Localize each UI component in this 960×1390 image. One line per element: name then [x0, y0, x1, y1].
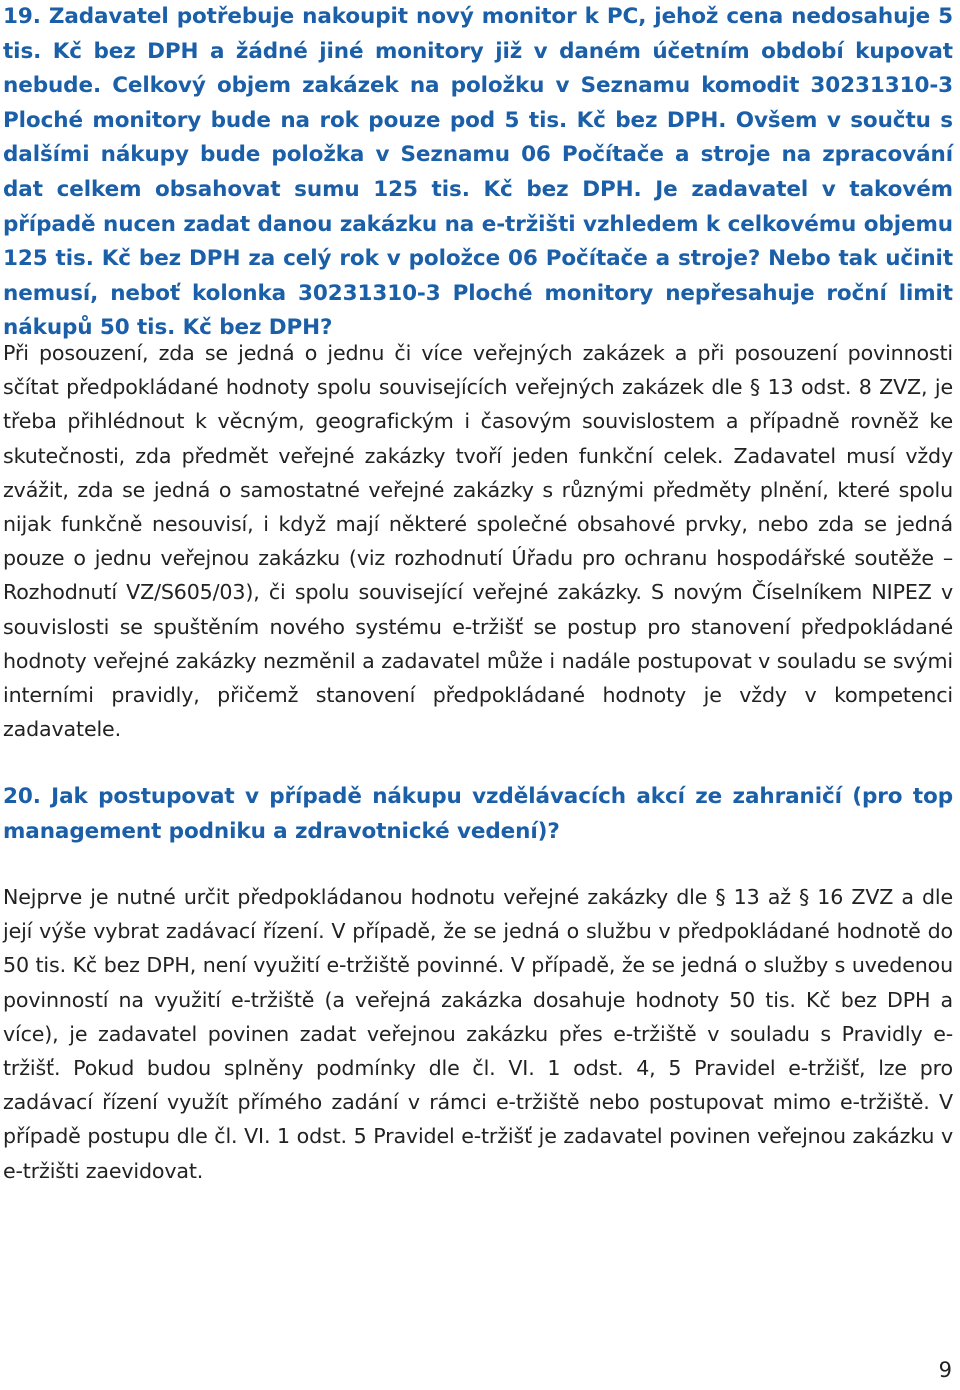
question-20-heading: 20. Jak postupovat v případě nákupu vzdělávacích akcí ze zahraničí (pro top management podniku a zdravotnické vedení)? — [3, 784, 953, 844]
answer-20-paragraph: Nejprve je nutné určit předpokládanou hodnotu veřejné zakázky dle § 13 až § 16 ZVZ a dle její výše vybrat zadávací řízení. V případě, že se jedná o službu v předpokládané hodnotě do 50 tis. Kč bez DPH, není využití e-tržiště povinné. V případě, že se jedná o služby s uvedenou povinností na využití e-tržiště (a veřejná zakázka dosahuje hodnoty 50 tis. Kč bez DPH a více), je zadavatel povinen zadat veřejnou zakázku přes e-tržiště v souladu s Pravidly e-tržišť. Pokud budou splněny podmínky dle čl. VI. 1 odst. 4, 5 Pravidel e-tržišť, lze pro zadávací řízení využít přímého zadání v rámci e-tržiště nebo postupovat mimo e-tržiště. V případě postupu dle čl. VI. 1 odst. 5 Pravidel e-tržišť je zadavatel povinen veřejnou zakázku v e-tržišti zaevidovat. — [3, 885, 953, 1183]
answer-19-paragraph: Při posouzení, zda se jedná o jednu či více veřejných zakázek a při posouzení povinnosti sčítat předpokládané hodnoty spolu souvisejících veřejných zakázek dle § 13 odst. 8 ZVZ, je třeba přihlédnout k věcným, geografickým i časovým souvislostem a případně rovněž ke skutečnosti, zda předmět veřejné zakázky tvoří jeden funkční celek. Zadavatel musí vždy zvážit, zda se jedná o samostatné veřejné zakázky s různými předměty plnění, které spolu nijak funkčně nesouvisí, i když mají některé společné obsahové prvky, nebo zda se jedná pouze o jednu veřejnou zakázku (viz rozhodnutí Úřadu pro ochranu hospodářské soutěže – Rozhodnutí VZ/S605/03), či spolu související veřejné zakázky. S novým Číselníkem NIPEZ v souvislosti se spuštěním nového systému e-tržišť se postup pro stanovení předpokládané hodnoty veřejné zakázky nezměnil a zadavatel může i nadále postupovat v souladu se svými interními pravidly, přičemž stanovení předpokládané hodnoty je vždy v kompetenci zadavatele. — [3, 341, 953, 742]
page-number: 9 — [938, 1358, 952, 1382]
question-19-heading: 19. Zadavatel potřebuje nakoupit nový monitor k PC, jehož cena nedosahuje 5 tis. Kč bez DPH a žádné jiné monitory již v daném účetním období kupovat nebude. Celkový objem zakázek na položku v Seznamu komodit 30231310-3 Ploché monitory bude na rok pouze pod 5 tis. Kč bez DPH. Ovšem v součtu s dalšími nákupy bude položka v Seznamu 06 Počítače a stroje na zpracování dat celkem obsahovat sumu 125 tis. Kč bez DPH. Je zadavatel v takovém případě nucen zadat danou zakázku na e-tržišti vzhledem k celkovému objemu 125 tis. Kč bez DPH za celý rok v položce 06 Počítače a stroje? Nebo tak učinit nemusí, neboť kolonka 30231310-3 Ploché monitory nepřesahuje roční limit nákupů 50 tis. Kč bez DPH? — [3, 4, 953, 341]
